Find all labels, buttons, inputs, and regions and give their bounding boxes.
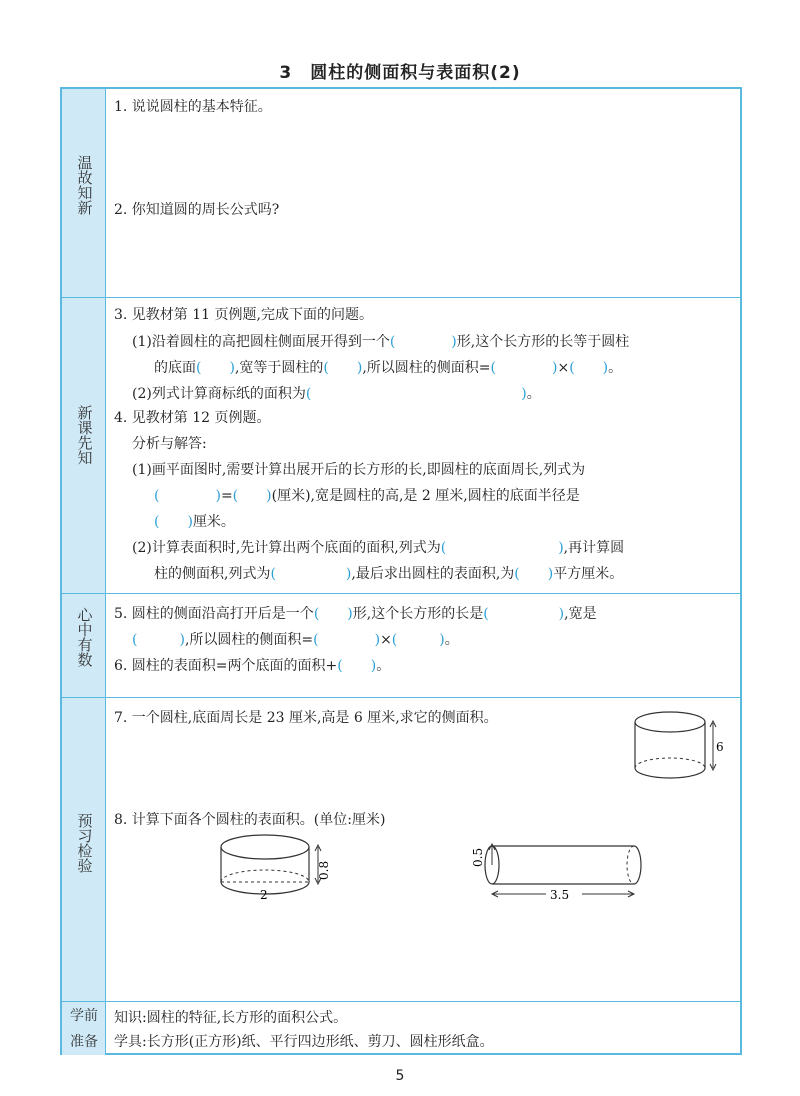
section-divider bbox=[62, 593, 740, 594]
question-3-2 bbox=[132, 383, 541, 403]
text: (1)沿着圆柱的高把圆柱侧面展开得到一个 bbox=[132, 334, 390, 350]
question-4-analysis: 分析与解答: bbox=[132, 436, 207, 452]
question-5-line1 bbox=[114, 603, 597, 623]
section-label-summary bbox=[62, 607, 106, 687]
answer-blank[interactable]: ( ) bbox=[514, 566, 554, 582]
length-label: 3.5 bbox=[550, 888, 570, 902]
answer-blank[interactable]: ( ) bbox=[196, 360, 235, 376]
answer-blank[interactable]: ( ) bbox=[305, 386, 527, 402]
question-4-1-line2 bbox=[154, 485, 580, 505]
answer-blank[interactable]: ( ) bbox=[490, 360, 558, 376]
text: 的底面 bbox=[154, 360, 196, 376]
answer-blank[interactable]: ( ) bbox=[483, 606, 565, 622]
text: × bbox=[380, 632, 392, 648]
text: 平方厘米。 bbox=[553, 566, 624, 582]
text: 。 bbox=[444, 632, 459, 648]
question-3-1-line2 bbox=[154, 357, 622, 377]
text: = bbox=[220, 488, 233, 504]
worksheet-table bbox=[60, 87, 742, 1055]
answer-blank[interactable]: ( ) bbox=[440, 540, 564, 556]
text: × bbox=[557, 360, 570, 376]
section-label-preview bbox=[62, 405, 106, 485]
question-3-1-line1 bbox=[132, 331, 629, 351]
label-text: 心中有数 bbox=[75, 607, 94, 667]
answer-blank[interactable]: ( ) bbox=[337, 658, 377, 674]
cylinder-figure-q8-b bbox=[462, 837, 652, 907]
cylinder-right-end bbox=[634, 846, 641, 884]
text: 6. 圆柱的表面积=两个底面的面积+ bbox=[114, 658, 338, 674]
section-divider bbox=[62, 297, 740, 298]
radius-label: 0.5 bbox=[471, 847, 485, 867]
question-7: 7. 一个圆柱,底面周长是 23 厘米,高是 6 厘米,求它的侧面积。 bbox=[114, 710, 498, 726]
text: (2)计算表面积时,先计算出两个底面的面积,列式为 bbox=[132, 540, 441, 556]
cylinder-top bbox=[635, 712, 705, 732]
question-4-1-line1: (1)画平面图时,需要计算出展开后的长方形的长,即圆柱的底面周长,列式为 bbox=[132, 462, 586, 478]
question-2: 2. 你知道圆的周长公式吗? bbox=[114, 202, 280, 218]
section-divider bbox=[62, 1001, 740, 1002]
question-3: 3. 见教材第 11 页例题,完成下面的问题。 bbox=[114, 307, 373, 323]
text: ,所以圆柱的侧面积= bbox=[362, 360, 491, 376]
answer-blank[interactable]: ( ) bbox=[232, 488, 272, 504]
text: 柱的侧面积,列式为 bbox=[154, 566, 271, 582]
answer-blank[interactable]: ( ) bbox=[323, 360, 363, 376]
text: ,宽是 bbox=[564, 606, 597, 622]
answer-blank[interactable]: ( ) bbox=[389, 334, 457, 350]
question-4-2-line1 bbox=[132, 537, 624, 557]
section-label-check bbox=[62, 813, 106, 893]
label-text: 新课先知 bbox=[75, 405, 94, 465]
text: 形,这个长方形的长是 bbox=[352, 606, 484, 622]
prep-knowledge: 知识:圆柱的特征,长方形的面积公式。 bbox=[114, 1010, 348, 1026]
text: (厘米),宽是圆柱的高,是 2 厘米,圆柱的底面半径是 bbox=[271, 488, 580, 504]
height-label: 0.8 bbox=[317, 860, 331, 880]
answer-blank[interactable]: ( ) bbox=[391, 632, 445, 648]
section-divider bbox=[62, 697, 740, 698]
cylinder-bottom bbox=[635, 768, 705, 778]
answer-blank[interactable]: ( ) bbox=[569, 360, 609, 376]
question-4-1-line3 bbox=[154, 511, 235, 531]
text: 。 bbox=[608, 360, 623, 376]
question-4-2-line2 bbox=[154, 563, 623, 583]
answer-blank[interactable]: ( ) bbox=[270, 566, 352, 582]
diameter-label: 2 bbox=[260, 888, 268, 902]
prep-tools: 学具:长方形(正方形)纸、平行四边形纸、剪刀、圆柱形纸盒。 bbox=[114, 1034, 494, 1050]
text: 5. 圆柱的侧面沿高打开后是一个 bbox=[114, 606, 314, 622]
text: 形,这个长方形的长等于圆柱 bbox=[456, 334, 630, 350]
label-text: 预习检验 bbox=[75, 813, 94, 873]
answer-blank[interactable]: ( ) bbox=[313, 632, 381, 648]
text: ,宽等于圆柱的 bbox=[234, 360, 324, 376]
text: ,最后求出圆柱的表面积,为 bbox=[351, 566, 515, 582]
label-text: 温故知新 bbox=[75, 155, 94, 215]
answer-blank[interactable]: ( ) bbox=[313, 606, 353, 622]
page-title: 3 圆柱的侧面积与表面积(2) bbox=[279, 63, 521, 83]
question-4: 4. 见教材第 12 页例题。 bbox=[114, 410, 271, 426]
section-label-prep bbox=[62, 1003, 106, 1055]
text: ,所以圆柱的侧面积= bbox=[184, 632, 314, 648]
cylinder-figure-q8-a bbox=[218, 829, 348, 909]
text: 。 bbox=[376, 658, 391, 674]
question-6 bbox=[114, 655, 390, 675]
section-label-review bbox=[62, 155, 106, 235]
question-8: 8. 计算下面各个圆柱的表面积。(单位:厘米) bbox=[114, 812, 386, 828]
question-5-line2 bbox=[132, 629, 459, 649]
question-1: 1. 说说圆柱的基本特征。 bbox=[114, 99, 272, 115]
cylinder-bottom-hidden bbox=[221, 870, 309, 882]
cylinder-right-end-hidden bbox=[627, 846, 634, 884]
text: ,再计算圆 bbox=[563, 540, 625, 556]
text: (2)列式计算商标纸的面积为 bbox=[132, 386, 306, 402]
answer-blank[interactable]: ( ) bbox=[154, 514, 193, 530]
answer-blank[interactable]: ( ) bbox=[132, 632, 185, 648]
cylinder-figure-q7 bbox=[628, 705, 738, 785]
text: 厘米。 bbox=[192, 514, 235, 530]
cylinder-top bbox=[221, 835, 309, 859]
cylinder-bottom-hidden bbox=[635, 758, 705, 768]
label-text: 学前准备 bbox=[70, 1008, 98, 1050]
text: 。 bbox=[526, 386, 541, 402]
answer-blank[interactable]: ( ) bbox=[154, 488, 221, 504]
page-number: 5 bbox=[395, 1068, 405, 1084]
height-label: 6 bbox=[716, 740, 724, 754]
